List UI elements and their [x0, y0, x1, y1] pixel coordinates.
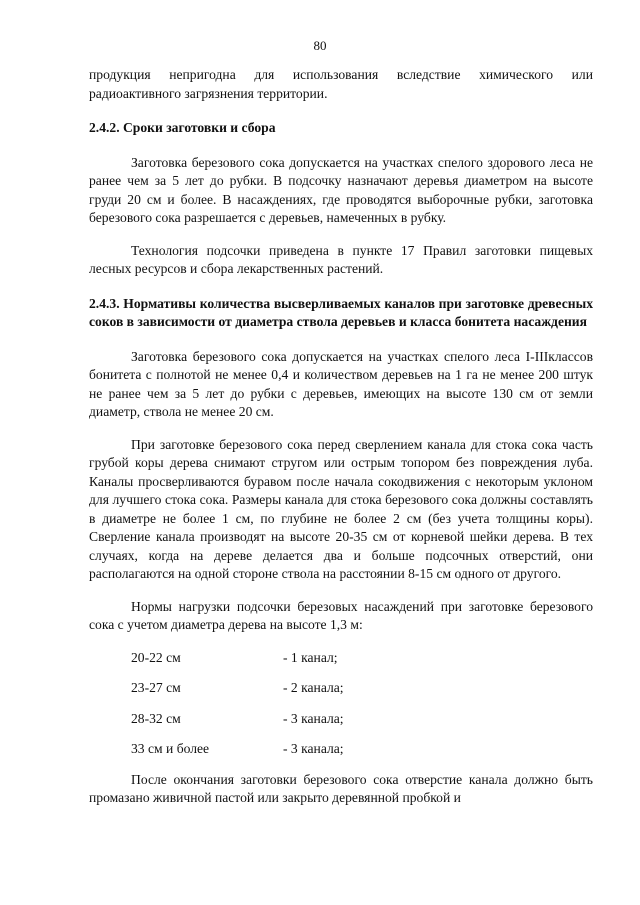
document-body — [89, 66, 593, 808]
norm-channels: - 2 канала; — [283, 680, 344, 695]
norm-diameter: 20-22 см — [131, 649, 181, 665]
norm-channels: - 1 канал; — [283, 649, 338, 665]
norm-channels: - 3 канала; — [283, 741, 344, 756]
norm-row — [89, 649, 593, 668]
section-heading-2-4-3: 2.4.3. Нормативы количества высверливаемых каналов при заготовке древесных соков в зависимости от диаметра ствола деревьев и класса бонитета насаждения — [89, 295, 593, 329]
norm-diameter: 28-32 см — [131, 710, 181, 726]
paragraph-harvest-terms: Заготовка березового сока допускается на участках спелого здорового леса не ранее чем за 5 лет до рубки. В подсочку назначают деревья диаметром на высоте груди 20 см и более. В насаждениях, где проводятся выборочные рубки, заготовка березового сока разрешается с деревьев, намеченных в рубку. — [89, 154, 593, 225]
paragraph-after-harvest: После окончания заготовки березового сока отверстие канала должно быть промазано живичной пастой или закрыто деревянной пробкой и — [89, 771, 593, 805]
paragraph-continuation: продукция непригодна для использования вследствие химического или радиоактивного загрязнения территории. — [89, 67, 593, 101]
norms-list — [89, 649, 593, 759]
section-heading-2-4-2: 2.4.2. Сроки заготовки и сбора — [89, 120, 276, 135]
paragraph-technology: Технология подсочки приведена в пункте 17 Правил заготовки пищевых лесных ресурсов и сбора лекарственных растений. — [89, 242, 593, 276]
norm-diameter: 33 см и более — [131, 741, 210, 756]
paragraph-stand-requirements: Заготовка березового сока допускается на участках спелого леса I-IIIклассов бонитета с полнотой не менее 0,4 и количеством деревьев на 1 га не менее 200 штук не ранее чем за 5 лет до рубки с деревьев, имеющих на высоте 130 см от земли диаметр, ствола не менее 20 см. — [89, 348, 593, 419]
norm-diameter: 23-27 см — [131, 680, 181, 695]
norm-channels: - 3 канала; — [283, 710, 344, 726]
page-number: 80 — [313, 38, 327, 53]
norm-row — [89, 740, 593, 759]
paragraph-drilling: При заготовке березового сока перед сверлением канала для стока сока часть грубой коры дерева снимают стругом или острым топором без повреждения луба. Каналы просверливаются буравом после начала сокодвижения с некоторым уклоном для лучшего стока сока. Размеры канала для стока березового сока должны составлять в диаметре не более 1 см, по глубине не более 2 см (без учета толщины коры). Сверление канала производят на высоте 20-35 см от корневой шейки дерева. В тех случаях, когда на дереве делается два и больше подсочных отверстий, они располагаются на одной стороне ствола на расстоянии 8-15 см одного от другого. — [89, 436, 593, 581]
norm-row — [89, 679, 593, 698]
norm-row — [89, 710, 593, 729]
paragraph-norms-intro: Нормы нагрузки подсочки березовых насаждений при заготовке березового сока с учетом диаметра дерева на высоте 1,3 м: — [89, 598, 593, 632]
